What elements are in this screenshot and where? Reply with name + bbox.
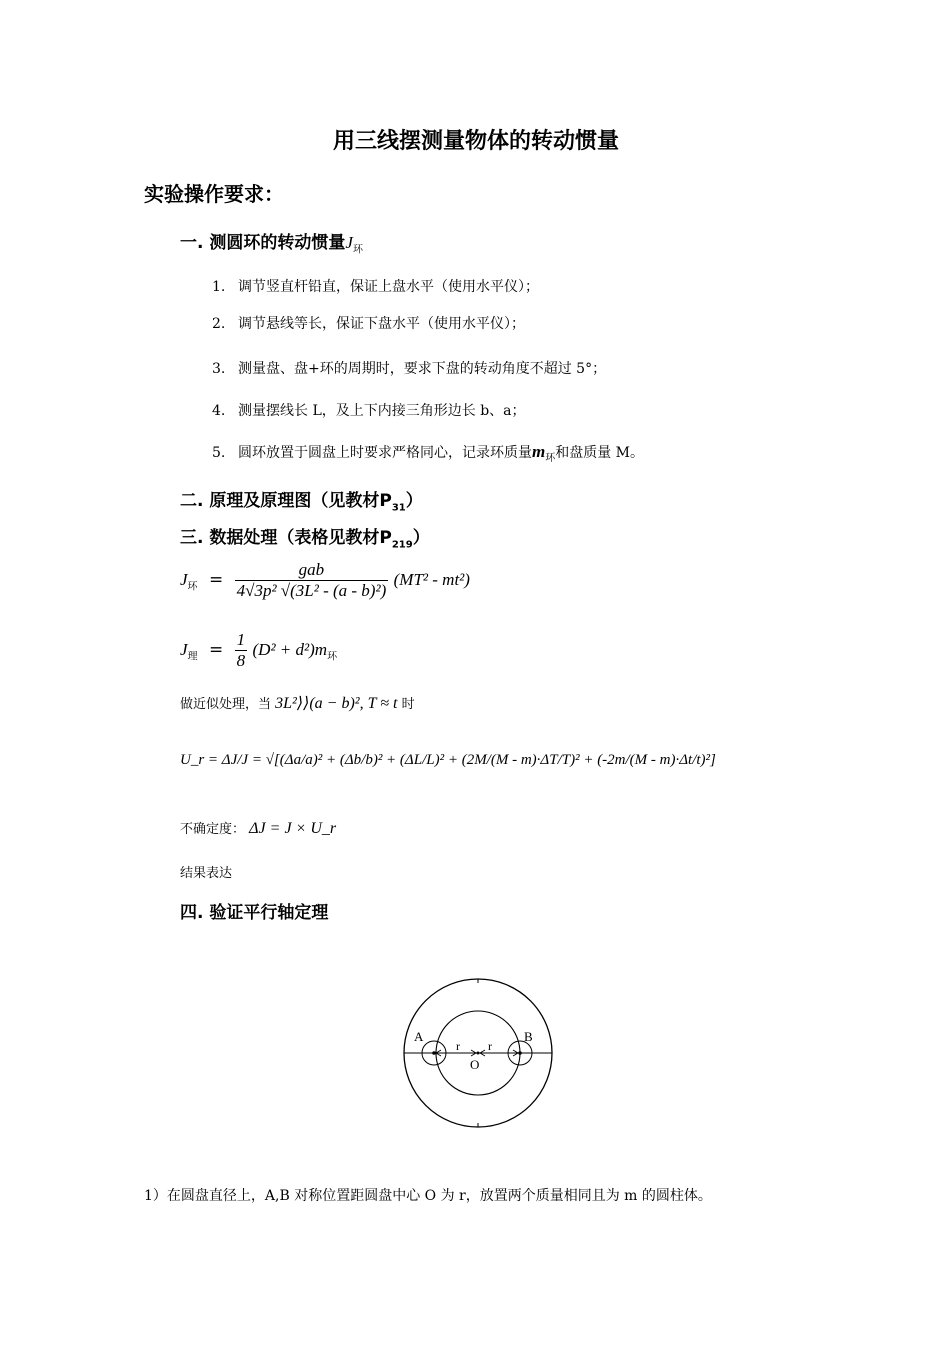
section-3-subscript: 219 bbox=[391, 539, 413, 551]
result-label: 结果表达 bbox=[180, 866, 233, 881]
step-number: 1. bbox=[212, 279, 226, 295]
label-r-right: r bbox=[488, 1039, 492, 1053]
formula-lhs: J bbox=[180, 570, 188, 589]
step-text: 测量摆线长 L，及上下内接三角形边长 b、a； bbox=[238, 403, 526, 419]
fraction-numerator: 1 bbox=[236, 630, 246, 649]
formula-j-ring: $J_环$ = $\frac{\text{gab}}{\text{4√3p² √(3L² - (a - b)²)}}$ (MT² - mt²) bbox=[180, 560, 470, 600]
step-number: 2. bbox=[212, 316, 226, 332]
step-number: 5. bbox=[212, 445, 226, 461]
fraction-numerator: gab bbox=[235, 560, 389, 581]
label-a: A bbox=[414, 1029, 424, 1044]
formula-lhs-sub: 理 bbox=[187, 651, 198, 663]
step-number: 4. bbox=[212, 403, 226, 419]
section-2-label: 二. 原理及原理图（见教材P bbox=[180, 491, 392, 511]
step-1 bbox=[212, 276, 539, 296]
formula-ur: U_r = ΔJ/J = √[(Δa/a)² + (Δb/b)² + (ΔL/L)² + (2M/(M - m)·ΔT/T)² + (-2m/(M - m)·Δt/t)²] bbox=[180, 752, 716, 768]
formula-tail: (MT² - mt²) bbox=[393, 570, 470, 589]
step-text: 调节悬线等长，保证下盘水平（使用水平仪）； bbox=[238, 316, 525, 332]
section-2-subscript: 31 bbox=[391, 502, 406, 514]
uncertainty-prefix: 不确定度： bbox=[180, 822, 246, 837]
cylinder-a-center bbox=[432, 1051, 436, 1055]
step-text: 圆环放置于圆盘上时要求严格同心，记录环质量 bbox=[238, 445, 532, 461]
section-heading-4: 四. 验证平行轴定理 bbox=[180, 903, 329, 923]
formula-tail-sub: 环 bbox=[327, 651, 338, 663]
fraction-denominator: 8 bbox=[236, 651, 246, 670]
formula-j-theory: $J_理$ = $\frac{1}{8}$ $(D^2 + d^2)m_环$ bbox=[180, 630, 338, 670]
section-3-close: ） bbox=[412, 528, 430, 548]
formula-lhs: J bbox=[180, 640, 188, 659]
m-subscript: 环 bbox=[545, 452, 556, 464]
center-point bbox=[477, 1052, 480, 1055]
approx-line bbox=[180, 693, 415, 713]
step-2 bbox=[212, 313, 525, 333]
step-3 bbox=[212, 358, 606, 378]
j-symbol: J bbox=[345, 233, 353, 252]
section-2-close: ） bbox=[405, 491, 423, 511]
section-3-label: 三. 数据处理（表格见教材P bbox=[180, 528, 392, 548]
cylinder-b-center bbox=[518, 1051, 522, 1055]
footer-paragraph: 1）在圆盘直径上，A,B 对称位置距圆盘中心 O 为 r，放置两个质量相同且为 m 的圆柱体。 bbox=[144, 1188, 712, 1204]
fraction-denominator: 4√3p² √(3L² - (a - b)²) bbox=[236, 581, 387, 600]
uncertainty-expression: ΔJ = J × U_r bbox=[249, 820, 337, 837]
label-b: B bbox=[524, 1029, 533, 1044]
formula-lhs-sub: 环 bbox=[187, 581, 198, 593]
step-text-tail: 和盘质量 M。 bbox=[555, 445, 645, 461]
label-r-left: r bbox=[456, 1039, 460, 1053]
approx-prefix: 做近似处理，当 bbox=[180, 697, 272, 712]
page-title: 用三线摆测量物体的转动惯量 bbox=[332, 129, 619, 154]
step-text: 测量盘、盘+环的周期时，要求下盘的转动角度不超过 5°； bbox=[238, 361, 607, 377]
uncertainty-line bbox=[180, 818, 336, 838]
m-symbol: m bbox=[532, 442, 546, 461]
formula-tail: (D² + d²)m bbox=[252, 640, 328, 659]
section-heading-main: 实验操作要求： bbox=[144, 182, 284, 206]
j-subscript: 环 bbox=[352, 244, 363, 256]
step-number: 3. bbox=[212, 361, 226, 377]
formula-fraction bbox=[235, 630, 248, 671]
formula-fraction bbox=[235, 560, 389, 601]
approx-suffix: 时 bbox=[401, 697, 415, 712]
section-1-label: 一. 测圆环的转动惯量 bbox=[180, 233, 346, 253]
step-4 bbox=[212, 400, 526, 420]
parallel-axis-diagram bbox=[400, 975, 556, 1131]
label-o: O bbox=[470, 1057, 480, 1072]
section-heading-3 bbox=[180, 523, 430, 550]
section-heading-2 bbox=[180, 486, 423, 513]
approx-expression: 3L²⟩⟩(a − b)², T ≈ t bbox=[275, 695, 398, 712]
step-text: 调节竖直杆铅直，保证上盘水平（使用水平仪）； bbox=[238, 279, 539, 295]
step-5 bbox=[212, 442, 644, 464]
section-heading-1 bbox=[180, 228, 363, 255]
